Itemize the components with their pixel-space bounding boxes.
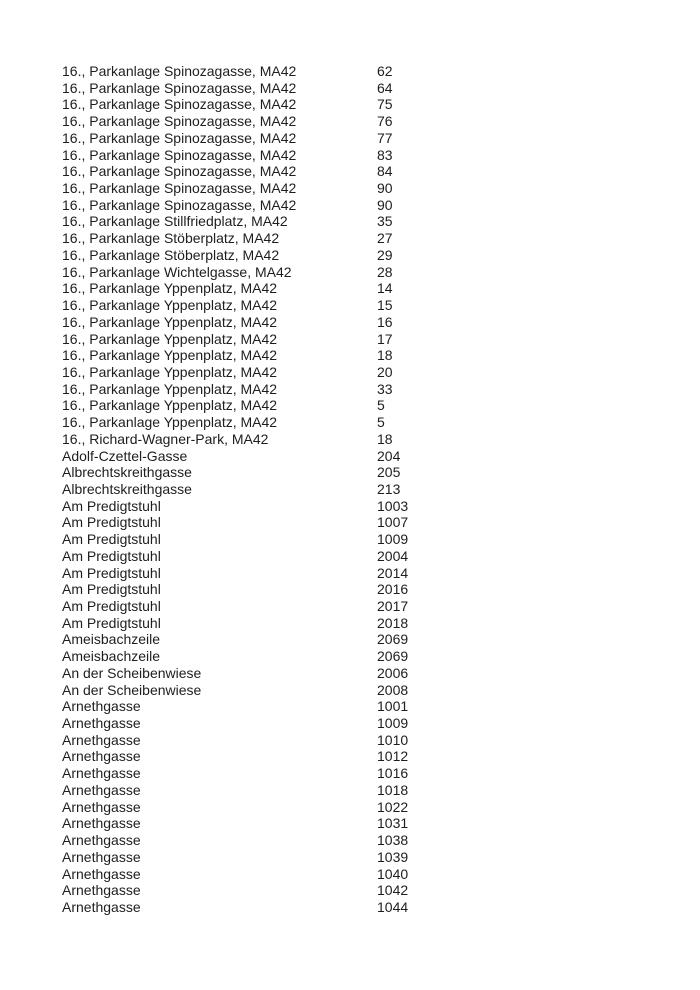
- table-row: [62, 80, 682, 97]
- location-cell: 16., Parkanlage Spinozagasse, MA42: [62, 113, 297, 130]
- location-cell: Arnethgasse: [62, 715, 141, 732]
- location-cell: Ameisbachzeile: [62, 631, 161, 648]
- count-cell: 2017: [377, 598, 409, 614]
- location-cell: Arnethgasse: [62, 748, 141, 765]
- table-row: [62, 715, 682, 732]
- table-row: [62, 213, 682, 230]
- count-cell: 75: [377, 96, 393, 113]
- location-cell: 16., Parkanlage Yppenplatz, MA42: [62, 380, 278, 397]
- count-cell: 213: [377, 480, 401, 497]
- location-cell: 16., Parkanlage Yppenplatz, MA42: [62, 280, 278, 297]
- table-row: [62, 765, 682, 782]
- table-row: [62, 364, 682, 381]
- table-row: [62, 698, 682, 715]
- count-cell: 90: [377, 180, 393, 197]
- table-row: [62, 297, 682, 314]
- count-cell: 1003: [377, 497, 409, 514]
- table-row: [62, 448, 682, 465]
- count-cell: 2006: [377, 664, 409, 681]
- count-cell: 2008: [377, 681, 409, 698]
- count-cell: 20: [377, 363, 393, 380]
- table-row: [62, 431, 682, 448]
- location-cell: 16., Parkanlage Spinozagasse, MA42: [62, 63, 297, 79]
- table-row: [62, 247, 682, 264]
- count-cell: 35: [377, 213, 393, 230]
- table-row: [62, 665, 682, 682]
- location-cell: 16., Parkanlage Wichtelgasse, MA42: [62, 263, 292, 280]
- count-cell: 205: [377, 464, 401, 481]
- location-cell: Am Predigtstuhl: [62, 547, 161, 564]
- location-cell: 16., Parkanlage Spinozagasse, MA42: [62, 146, 297, 163]
- table-row: [62, 96, 682, 113]
- table-row: [62, 548, 682, 565]
- count-cell: 27: [377, 230, 393, 247]
- count-cell: 2018: [377, 614, 409, 631]
- location-cell: 16., Parkanlage Yppenplatz, MA42: [62, 330, 278, 347]
- count-cell: 76: [377, 113, 393, 130]
- count-cell: 33: [377, 380, 393, 397]
- table-row: [62, 782, 682, 799]
- count-cell: 2016: [377, 581, 409, 598]
- table-row: [62, 331, 682, 348]
- location-cell: Am Predigtstuhl: [62, 531, 161, 548]
- count-cell: 1009: [377, 715, 409, 732]
- table-row: [62, 130, 682, 147]
- table-row: [62, 615, 682, 632]
- location-cell: An der Scheibenwiese: [62, 681, 202, 698]
- location-cell: Arnethgasse: [62, 781, 141, 798]
- table-row: [62, 531, 682, 548]
- count-cell: 1016: [377, 765, 409, 782]
- count-cell: 62: [377, 63, 393, 79]
- count-cell: 17: [377, 330, 393, 347]
- count-cell: 2014: [377, 564, 409, 581]
- count-cell: 2069: [377, 648, 409, 665]
- count-cell: 1022: [377, 798, 409, 815]
- table-row: [62, 682, 682, 699]
- location-cell: Albrechtskreithgasse: [62, 480, 192, 497]
- location-cell: 16., Parkanlage Spinozagasse, MA42: [62, 79, 297, 96]
- table-row: [62, 481, 682, 498]
- count-cell: 5: [377, 414, 385, 431]
- table-row: [62, 899, 682, 916]
- location-cell: 16., Parkanlage Stillfriedplatz, MA42: [62, 213, 288, 230]
- location-cell: Arnethgasse: [62, 832, 141, 849]
- count-cell: 18: [377, 430, 393, 447]
- table-row: [62, 397, 682, 414]
- table-row: [62, 63, 682, 80]
- location-cell: 16., Parkanlage Stöberplatz, MA42: [62, 230, 280, 247]
- location-cell: 16., Richard-Wagner-Park, MA42: [62, 430, 269, 447]
- location-cell: Am Predigtstuhl: [62, 598, 161, 614]
- table-row: [62, 732, 682, 749]
- count-cell: 1039: [377, 848, 409, 865]
- location-cell: Am Predigtstuhl: [62, 497, 161, 514]
- location-cell: Arnethgasse: [62, 898, 141, 915]
- count-cell: 16: [377, 313, 393, 330]
- location-cell: 16., Parkanlage Yppenplatz, MA42: [62, 414, 278, 431]
- table-row: [62, 648, 682, 665]
- count-cell: 15: [377, 297, 393, 314]
- count-cell: 1044: [377, 898, 409, 915]
- table-row: [62, 113, 682, 130]
- table-row: [62, 815, 682, 832]
- location-cell: 16., Parkanlage Spinozagasse, MA42: [62, 129, 297, 146]
- table-row: [62, 163, 682, 180]
- location-cell: Arnethgasse: [62, 815, 141, 832]
- table-row: [62, 230, 682, 247]
- count-cell: 1038: [377, 832, 409, 849]
- location-cell: 16., Parkanlage Spinozagasse, MA42: [62, 96, 297, 113]
- count-cell: 2069: [377, 631, 409, 648]
- location-cell: 16., Parkanlage Yppenplatz, MA42: [62, 363, 278, 380]
- count-cell: 1012: [377, 748, 409, 765]
- location-cell: 16., Parkanlage Spinozagasse, MA42: [62, 180, 297, 197]
- table-row: [62, 565, 682, 582]
- table-row: [62, 799, 682, 816]
- table-row: [62, 849, 682, 866]
- count-cell: 1010: [377, 731, 409, 748]
- count-cell: 1001: [377, 698, 409, 715]
- count-cell: 2004: [377, 547, 409, 564]
- table-row: [62, 498, 682, 515]
- location-cell: Arnethgasse: [62, 882, 141, 899]
- location-cell: 16., Parkanlage Spinozagasse, MA42: [62, 163, 297, 180]
- table-row: [62, 147, 682, 164]
- count-cell: 1009: [377, 531, 409, 548]
- location-count-list: [62, 63, 682, 916]
- location-cell: 16., Parkanlage Yppenplatz, MA42: [62, 347, 278, 364]
- location-cell: Arnethgasse: [62, 848, 141, 865]
- table-row: [62, 197, 682, 214]
- table-row: [62, 748, 682, 765]
- table-row: [62, 314, 682, 331]
- count-cell: 5: [377, 397, 385, 414]
- count-cell: 84: [377, 163, 393, 180]
- table-row: [62, 464, 682, 481]
- table-row: [62, 866, 682, 883]
- table-row: [62, 832, 682, 849]
- count-cell: 1040: [377, 865, 409, 882]
- table-row: [62, 514, 682, 531]
- location-cell: Albrechtskreithgasse: [62, 464, 192, 481]
- location-cell: Ameisbachzeile: [62, 648, 161, 665]
- location-cell: Am Predigtstuhl: [62, 581, 161, 598]
- count-cell: 83: [377, 146, 393, 163]
- location-cell: Am Predigtstuhl: [62, 564, 161, 581]
- table-row: [62, 347, 682, 364]
- count-cell: 1018: [377, 781, 409, 798]
- count-cell: 28: [377, 263, 393, 280]
- table-row: [62, 631, 682, 648]
- count-cell: 90: [377, 196, 393, 213]
- location-cell: Arnethgasse: [62, 865, 141, 882]
- table-row: [62, 581, 682, 598]
- location-cell: Arnethgasse: [62, 798, 141, 815]
- location-cell: Am Predigtstuhl: [62, 514, 161, 531]
- location-cell: An der Scheibenwiese: [62, 664, 202, 681]
- location-cell: Adolf-Czettel-Gasse: [62, 447, 188, 464]
- location-cell: Am Predigtstuhl: [62, 614, 161, 631]
- count-cell: 64: [377, 79, 393, 96]
- location-cell: 16., Parkanlage Stöberplatz, MA42: [62, 246, 280, 263]
- location-cell: 16., Parkanlage Yppenplatz, MA42: [62, 297, 278, 314]
- location-cell: 16., Parkanlage Yppenplatz, MA42: [62, 397, 278, 414]
- count-cell: 1042: [377, 882, 409, 899]
- location-cell: Arnethgasse: [62, 765, 141, 782]
- count-cell: 204: [377, 447, 401, 464]
- table-row: [62, 598, 682, 615]
- location-cell: 16., Parkanlage Spinozagasse, MA42: [62, 196, 297, 213]
- location-cell: Arnethgasse: [62, 698, 141, 715]
- count-cell: 14: [377, 280, 393, 297]
- count-cell: 1031: [377, 815, 409, 832]
- table-row: [62, 414, 682, 431]
- count-cell: 1007: [377, 514, 409, 531]
- count-cell: 18: [377, 347, 393, 364]
- count-cell: 29: [377, 246, 393, 263]
- count-cell: 77: [377, 129, 393, 146]
- table-row: [62, 280, 682, 297]
- table-row: [62, 882, 682, 899]
- table-row: [62, 180, 682, 197]
- location-cell: 16., Parkanlage Yppenplatz, MA42: [62, 313, 278, 330]
- table-row: [62, 264, 682, 281]
- table-row: [62, 381, 682, 398]
- location-cell: Arnethgasse: [62, 731, 141, 748]
